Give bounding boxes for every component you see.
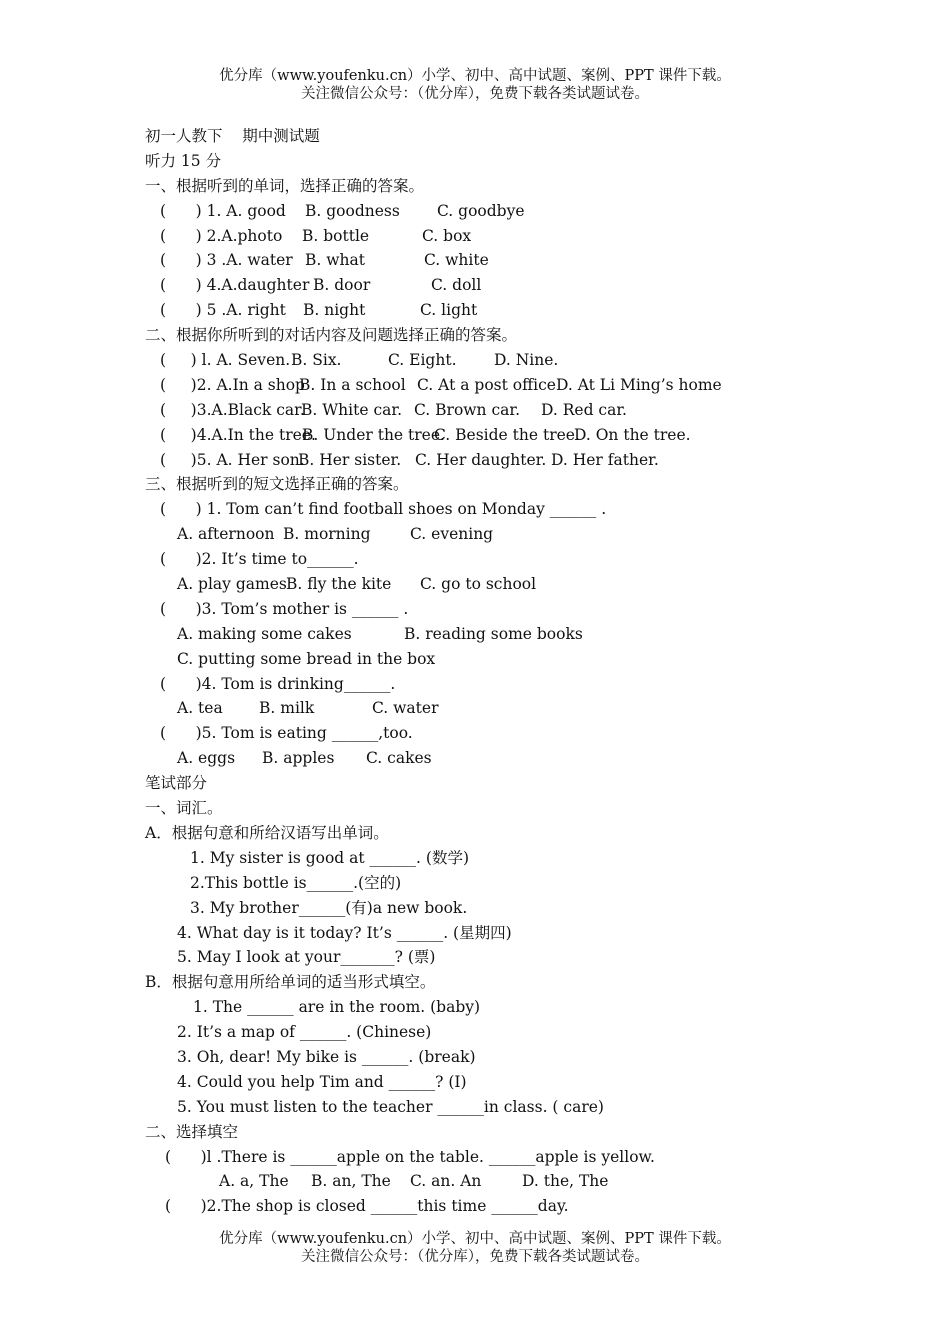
option-text: B. Six. [291,351,342,370]
option-text: C. Beside the tree. [434,425,580,444]
line-text: 三、根据听到的短文选择正确的答案。 [145,475,409,494]
l2-q2 [0,373,950,398]
line-text: 笔试部分 [145,774,208,793]
line-text: 3. Oh, dear! My bike is ______. (break) [177,1047,476,1066]
option-text: ( ) 3 .A. water [160,251,293,270]
page-header [0,67,950,103]
part1-heading [0,174,950,199]
l1-q2 [0,224,950,249]
choice-heading [0,1120,950,1145]
option-text: C. doll [431,276,482,295]
option-text: ( ) 1. A. good [160,201,286,220]
option-text: A. eggs [177,749,236,768]
vocab-b-heading [0,970,950,995]
line-text: ( )2.The shop is closed ______this time ______day. [165,1197,569,1216]
line-text: 初一人教下 期中测试题 [145,127,320,145]
l3-q2 [0,547,950,572]
header-line-2: 关注微信公众号：（优分库），免费下载各类试题试卷。 [301,86,649,102]
vocab-b-q3 [0,1045,950,1070]
option-text: D. Her father. [551,450,659,469]
listening-heading [0,149,950,174]
vocab-a-q2 [0,871,950,896]
vocab-b-q5 [0,1095,950,1120]
option-text: ( )3.A.Black car. [160,400,305,419]
line-text: ( )5. Tom is eating ______,too. [160,724,413,743]
part3-heading [0,472,950,497]
footer-line-2: 关注微信公众号：（优分库），免费下载各类试题试卷。 [301,1249,649,1265]
option-text: C. Her daughter. [415,450,547,469]
l3-q3 [0,597,950,622]
vocab-a-q3 [0,896,950,921]
option-text: B. apples [262,749,335,768]
option-text: B. fly the kite [286,575,392,594]
option-text: D. At Li Ming’s home [556,375,722,394]
option-text: C. At a post office [417,375,556,394]
option-text: ( ) 5 .A. right [160,301,286,320]
line-text: C. putting some bread in the box [177,649,436,668]
vocab-b-q2 [0,1020,950,1045]
choice-q2 [0,1194,950,1219]
choice-q1-options [0,1169,950,1194]
line-text: A．根据句意和所给汉语写出单词。 [145,823,389,842]
option-text: C. Eight. [388,351,457,370]
vocab-heading [0,796,950,821]
l2-q1 [0,348,950,373]
option-text: C. goodbye [437,201,525,220]
option-text: ( ) 4.A.daughter [160,276,310,295]
option-text: C. cakes [366,749,432,768]
vocab-b-q1 [0,995,950,1020]
option-text: B. reading some books [404,624,583,643]
l1-q4 [0,273,950,298]
line-text: 5. May I look at your_______? (票) [177,948,436,967]
l3-q5 [0,721,950,746]
option-text: C. an. An [410,1172,482,1191]
line-text: B．根据句意用所给单词的适当形式填空。 [145,973,436,992]
l3-q4-options [0,696,950,721]
line-text: 二、选择填空 [145,1122,239,1141]
option-text: D. the, The [522,1172,609,1191]
option-text: B. door [313,276,371,295]
option-text: B. an, The [311,1172,391,1191]
title [0,124,950,149]
vocab-a-q1 [0,846,950,871]
option-text: A. tea [177,699,223,718]
l3-q3-options-ab [0,622,950,647]
option-text: C. Brown car. [414,400,521,419]
option-text: C. evening [410,525,494,544]
line-text: 2.This bottle is______.(空的) [190,873,402,892]
l3-q5-options [0,746,950,771]
option-text: B. White car. [301,400,402,419]
option-text: ( )2. A.In a shop [160,375,305,394]
l3-q1 [0,497,950,522]
footer-line-1: 优分库（www.youfenku.cn）小学、初中、高中试题、案例、PPT 课件下载。 [219,1231,731,1247]
option-text: C. box [422,226,472,245]
header-line-1: 优分库（www.youfenku.cn）小学、初中、高中试题、案例、PPT 课件下载。 [219,68,731,84]
line-text: 4. Could you help Tim and ______? (I) [177,1072,467,1091]
l3-q2-options [0,572,950,597]
option-text: D. Nine. [494,351,559,370]
line-text: ( ) 1. Tom can’t find football shoes on Monday ______ . [160,500,607,519]
part2-heading [0,323,950,348]
option-text: D. On the tree. [574,425,691,444]
l3-q3-option-c [0,647,950,672]
l2-q5 [0,448,950,473]
option-text: C. white [424,251,489,270]
option-text: B. goodness [305,201,400,220]
line-text: 4. What day is it today? It’s ______. (星期四) [177,923,512,942]
option-text: A. making some cakes [177,624,352,643]
option-text: B. night [303,301,366,320]
option-text: B. Under the tree. [302,425,445,444]
option-text: D. Red car. [541,400,627,419]
line-text: 听力 15 分 [145,151,222,170]
exam-content [0,124,950,1219]
line-text: 1. My sister is good at ______. (数学) [190,848,469,867]
l1-q3 [0,248,950,273]
l3-q1-options [0,522,950,547]
line-text: ( )2. It’s time to______. [160,550,359,569]
line-text: 一、根据听到的单词，选择正确的答案。 [145,176,425,195]
line-text: 3. My brother______(有)a new book. [190,898,468,917]
line-text: 2. It’s a map of ______. (Chinese) [177,1023,432,1042]
vocab-a-heading [0,821,950,846]
l1-q1 [0,199,950,224]
option-text: B. what [305,251,365,270]
written-heading [0,771,950,796]
option-text: A. afternoon [177,525,275,544]
line-text: 1. The ______ are in the room. (baby) [193,998,481,1017]
l2-q3 [0,398,950,423]
choice-q1 [0,1145,950,1170]
option-text: C. light [420,301,478,320]
l2-q4 [0,423,950,448]
option-text: ( )4.A.In the tree. [160,425,316,444]
line-text: ( )l .There is ______apple on the table. ______apple is yellow. [165,1147,655,1166]
option-text: A. a, The [219,1172,289,1191]
option-text: ( )5. A. Her son. [160,450,305,469]
option-text: B. morning [283,525,371,544]
line-text: 5. You must listen to the teacher ______in class. ( care) [177,1097,604,1116]
option-text: ( ) l. A. Seven. [160,351,291,370]
line-text: ( )3. Tom’s mother is ______ . [160,599,409,618]
line-text: 一、词汇。 [145,799,223,818]
l3-q4 [0,672,950,697]
line-text: ( )4. Tom is drinking______. [160,674,396,693]
option-text: B. Her sister. [298,450,402,469]
option-text: B. In a school [299,375,406,394]
l1-q5 [0,298,950,323]
option-text: C. go to school [420,575,537,594]
option-text: B. milk [259,699,315,718]
option-text: ( ) 2.A.photo [160,226,283,245]
option-text: B. bottle [302,226,370,245]
page-footer [0,1230,950,1266]
vocab-a-q4 [0,921,950,946]
vocab-b-q4 [0,1070,950,1095]
option-text: C. water [372,699,439,718]
line-text: 二、根据你所听到的对话内容及问题选择正确的答案。 [145,326,518,345]
vocab-a-q5 [0,945,950,970]
option-text: A. play games [177,575,287,594]
